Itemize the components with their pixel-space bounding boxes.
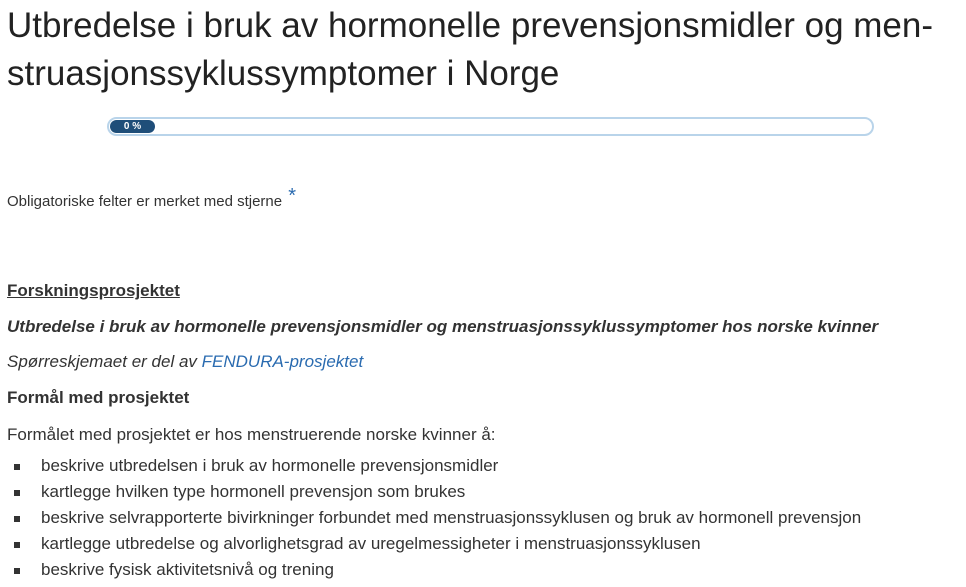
list-item (14, 479, 861, 505)
bullet-icon (14, 542, 20, 548)
goal-text: beskrive selvrapporterte bivirkninger forbundet med menstruasjonssyklusen og bruk av hormonell prevensjon (41, 508, 862, 527)
bullet-icon (14, 464, 20, 470)
goal-text: beskrive fysisk aktivitetsnivå og trening (41, 560, 334, 579)
purpose-intro: Formålet med prosjektet er hos menstruerende norske kvinner å: (7, 425, 496, 444)
project-reference-text: Spørreskjemaet er del av (7, 352, 202, 371)
goal-text: beskrive utbredelsen i bruk av hormonelle prevensjonsmidler (41, 456, 499, 475)
required-star-icon: * (288, 185, 297, 207)
goals-list (14, 453, 861, 583)
section-heading: Forskningsprosjektet (7, 281, 180, 300)
project-reference (7, 352, 363, 372)
fendura-project-link[interactable]: FENDURA-prosjektet (201, 352, 364, 371)
progress-bar (107, 117, 874, 136)
list-item (14, 453, 861, 479)
list-item (14, 557, 861, 583)
required-note-text: Obligatoriske felter er merket med stjerne (7, 193, 283, 210)
list-item (14, 531, 861, 557)
page-title: Utbredelse i bruk av hormonelle prevensjonsmidler og men-struasjonssyklussymptomer i Norge (7, 6, 933, 93)
goal-text: kartlegge utbredelse og alvorlighetsgrad av uregelmessigheter i menstruasjonssyklusen (41, 534, 701, 553)
bullet-icon (14, 490, 20, 496)
required-fields-note (7, 185, 297, 212)
bullet-icon (14, 516, 20, 522)
project-title: Utbredelse i bruk av hormonelle prevensjonsmidler og menstruasjonssyklussymptomer hos norske kvinner (7, 317, 879, 336)
goal-text: kartlegge hvilken type hormonell prevensjon som brukes (41, 482, 466, 501)
bullet-icon (14, 568, 20, 574)
purpose-heading: Formål med prosjektet (7, 388, 190, 407)
progress-fill: 0 % (110, 120, 155, 133)
list-item (14, 505, 861, 531)
